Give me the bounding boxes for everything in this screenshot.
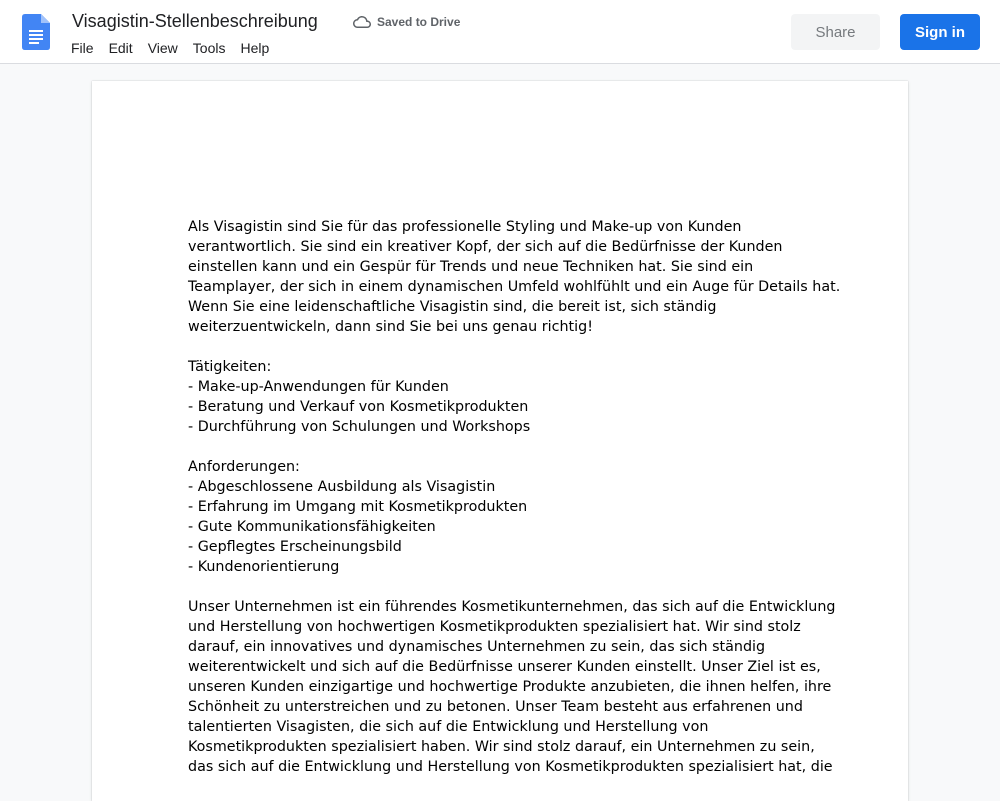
text-line: einstellen kann und ein Gespür für Trends und neue Techniken hat. Sie sind ein: [188, 259, 754, 275]
list-item: - Gepflegtes Erscheinungsbild: [188, 539, 402, 555]
text-line: Schönheit zu unterstreichen und zu betonen. Unser Team besteht aus erfahrenen und: [188, 699, 803, 715]
text-line: das sich auf die Entwicklung und Herstellung von Kosmetikprodukten spezialisiert hat, die: [188, 759, 833, 775]
menu-edit[interactable]: Edit: [108, 40, 133, 56]
text-line: und Herstellung von hochwertigen Kosmetikprodukten spezialisiert hat. Wir sind stolz: [188, 619, 801, 635]
tasks-heading: Tätigkeiten:: [188, 359, 272, 375]
text-line: verantwortlich. Sie sind ein kreativer Kopf, der sich auf die Bedürfnisse der Kunden: [188, 239, 783, 255]
list-item: - Abgeschlossene Ausbildung als Visagistin: [188, 479, 496, 495]
list-item: - Durchführung von Schulungen und Workshops: [188, 419, 531, 435]
company-paragraph: [188, 597, 836, 777]
text-line: Wenn Sie eine leidenschaftliche Visagistin sind, die bereit ist, sich ständig: [188, 299, 717, 315]
menu-tools[interactable]: Tools: [192, 40, 226, 56]
menu-view[interactable]: View: [147, 40, 178, 56]
saved-status-label: Saved to Drive: [377, 15, 461, 29]
menu-file[interactable]: File: [71, 40, 94, 56]
document-body[interactable]: [188, 217, 841, 797]
tasks-list: [188, 357, 818, 437]
text-line: unseren Kunden einzigartige und hochwertige Produkte anzubieten, die ihnen helfen, ihre: [188, 679, 832, 695]
text-line: Unser Unternehmen ist ein führendes Kosmetikunternehmen, das sich auf die Entwicklung: [188, 599, 836, 615]
list-item: - Beratung und Verkauf von Kosmetikprodukten: [188, 399, 529, 415]
text-line: Teamplayer, der sich in einem dynamischen Umfeld wohlfühlt und ein Auge für Details hat.: [188, 279, 841, 295]
list-item: - Make-up-Anwendungen für Kunden: [188, 379, 449, 395]
text-line: Als Visagistin sind Sie für das professionelle Styling und Make-up von Kunden: [188, 219, 742, 235]
text-line: weiterentwickelt und sich auf die Bedürfnisse unserer Kunden einstellt. Unser Ziel ist es,: [188, 659, 821, 675]
cloud-done-icon: [353, 15, 371, 29]
saved-status: [353, 14, 460, 30]
list-item: - Gute Kommunikationsfähigkeiten: [188, 519, 436, 535]
list-item: - Kundenorientierung: [188, 559, 340, 575]
text-line: weiterzuentwickeln, dann sind Sie bei uns genau richtig!: [188, 319, 593, 335]
document-title[interactable]: Visagistin-Stellenbeschreibung: [72, 11, 318, 31]
intro-paragraph: [188, 217, 841, 337]
menu-help[interactable]: Help: [240, 40, 270, 56]
share-button[interactable]: Share: [791, 14, 880, 50]
list-item: - Erfahrung im Umgang mit Kosmetikprodukten: [188, 499, 528, 515]
sign-in-button[interactable]: Sign in: [900, 14, 980, 50]
document-page[interactable]: [92, 81, 908, 801]
menu-bar: [71, 40, 284, 56]
top-bar: [0, 0, 1000, 64]
requirements-list: [188, 457, 818, 577]
requirements-heading: Anforderungen:: [188, 459, 300, 475]
text-line: Kosmetikprodukten spezialisiert haben. Wir sind stolz darauf, ein Unternehmen zu sein,: [188, 739, 815, 755]
text-line: darauf, ein innovatives und dynamisches Unternehmen zu sein, das sich ständig: [188, 639, 766, 655]
text-line: talentierten Visagisten, die sich auf die Entwicklung und Herstellung von: [188, 719, 709, 735]
google-docs-icon[interactable]: [22, 14, 50, 50]
